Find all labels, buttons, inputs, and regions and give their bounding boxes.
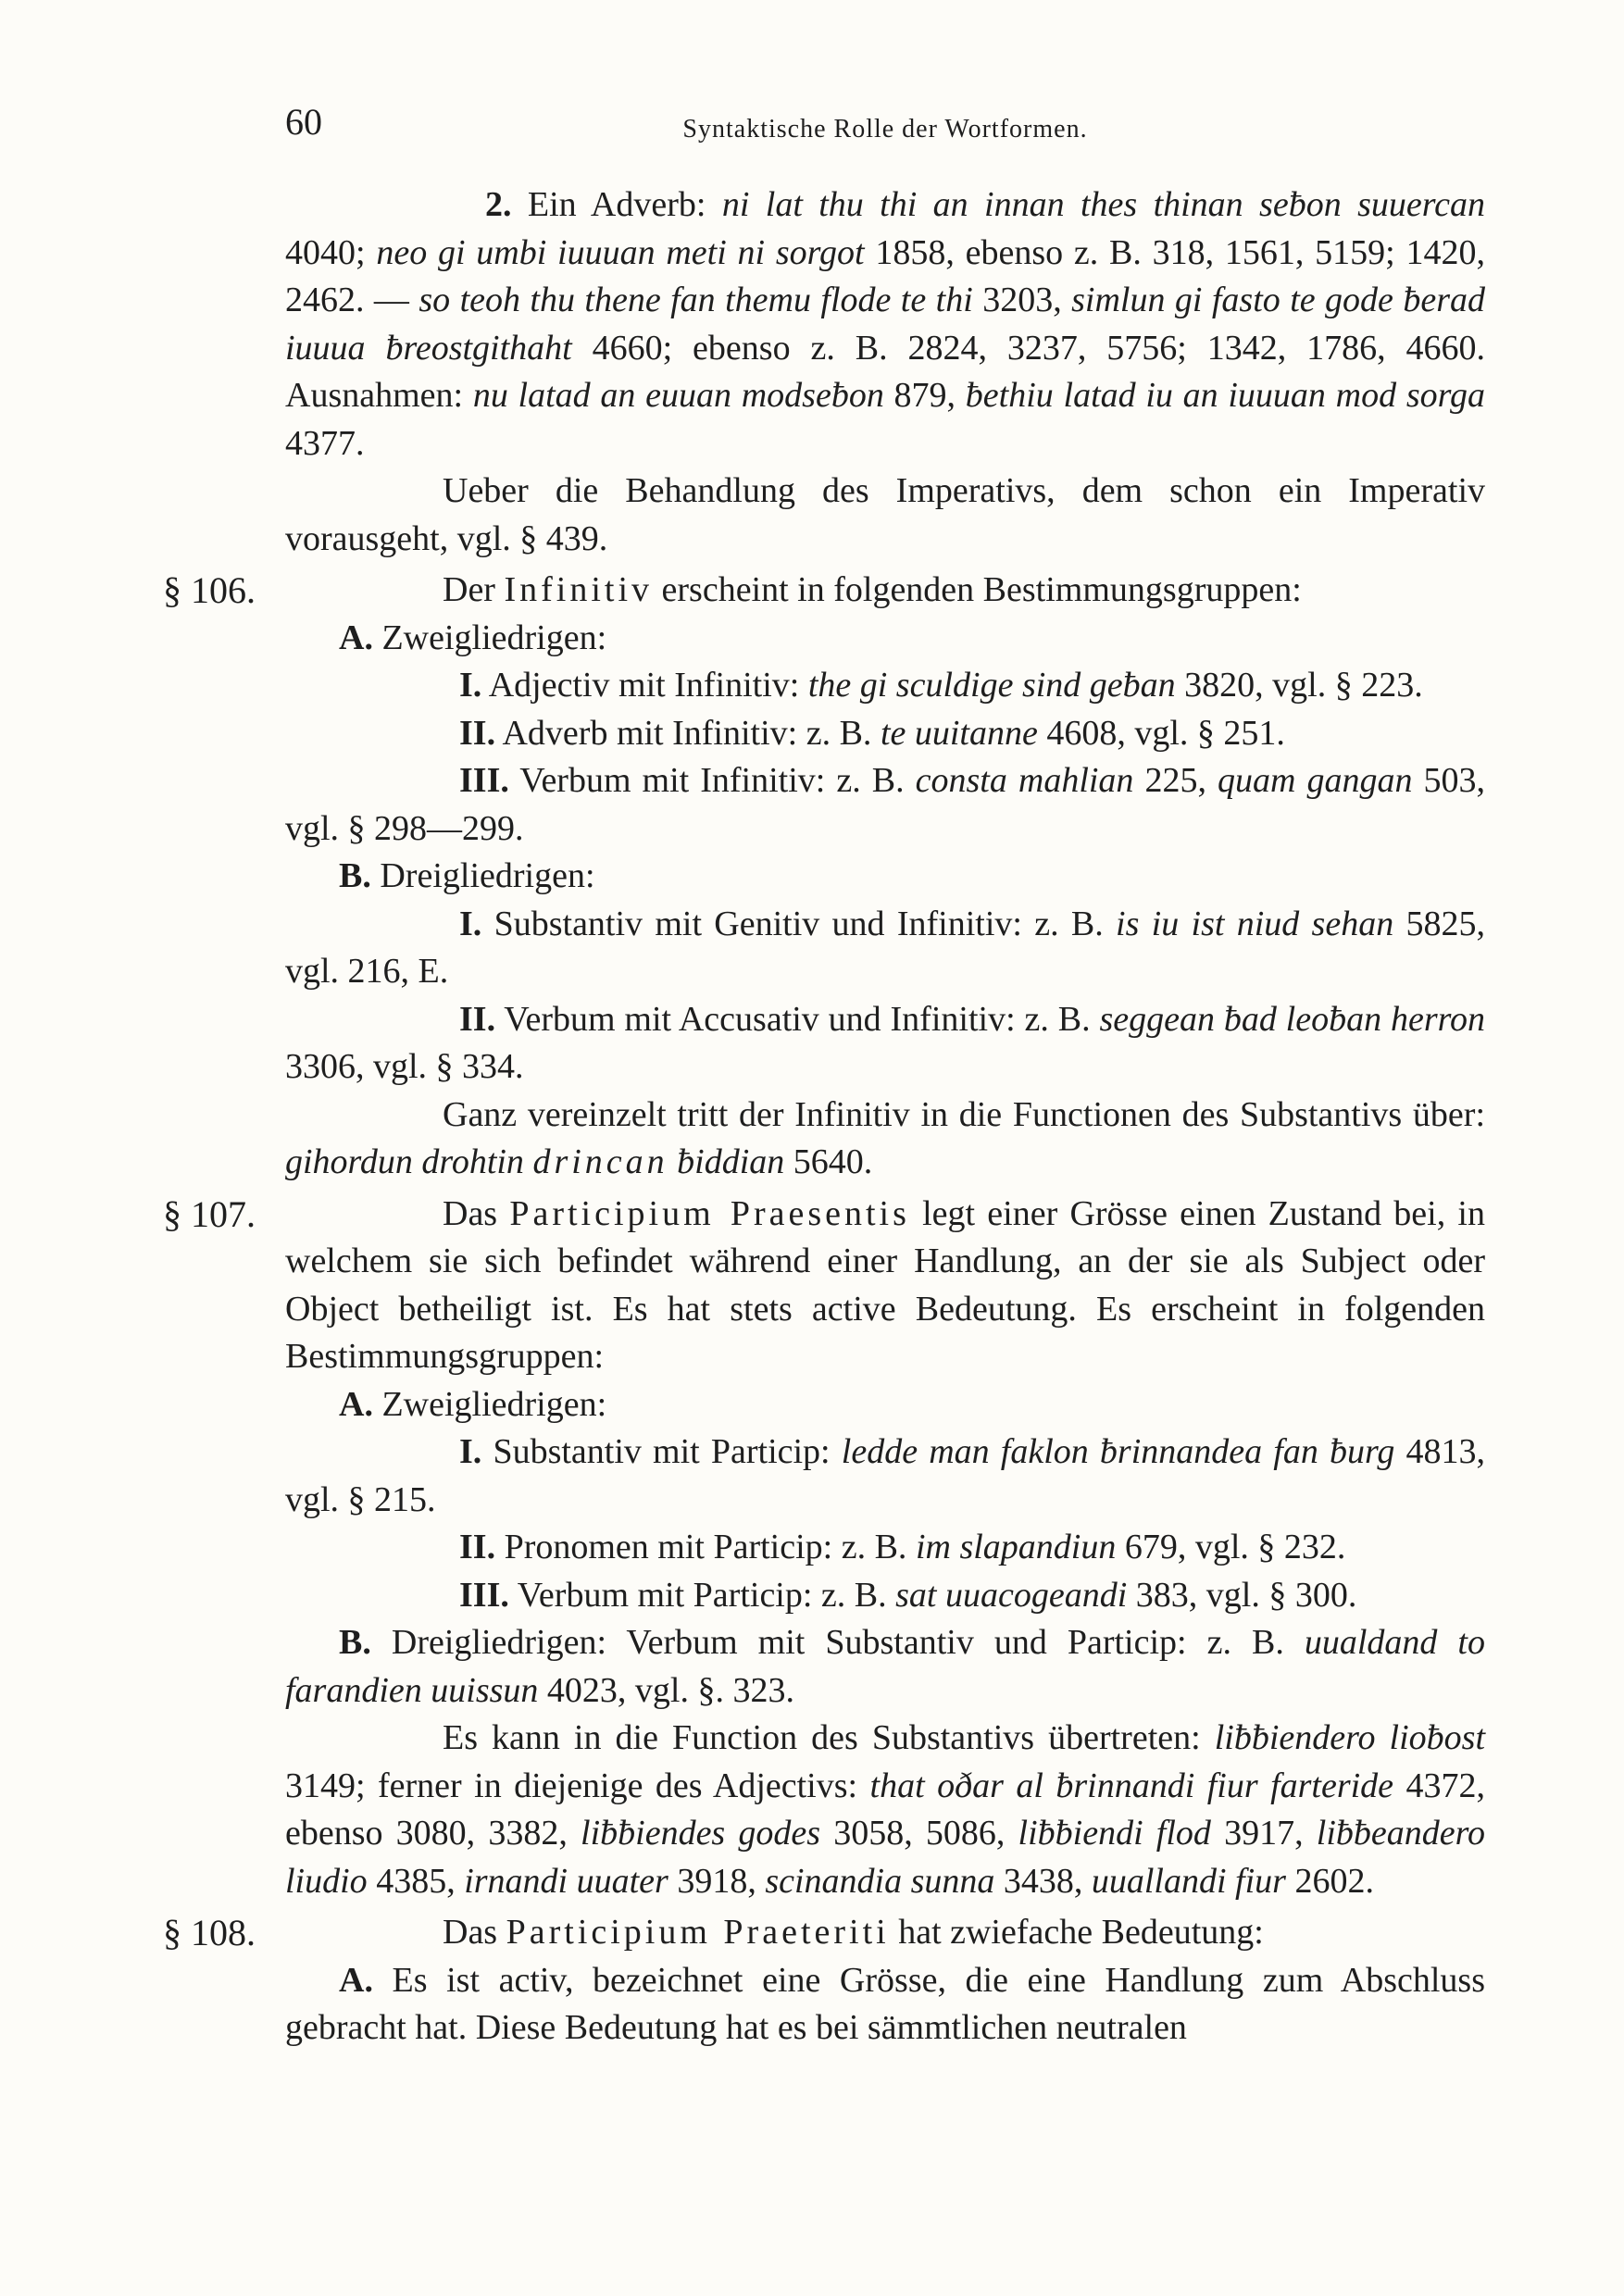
paragraph: II. Pronomen mit Particip: z. B. im slapandiun 679, vgl. § 232.	[459, 1528, 1346, 1566]
section-number: § 108.	[163, 1912, 256, 1953]
paragraph: Das Participium Praeteriti hat zwiefache Bedeutung:	[443, 1913, 1264, 1952]
paragraph: 2. Ein Adverb: ni lat thu thi an innan thes thinan seƀon suuercan 4040; neo gi umbi iuuuan meti ni sorgot 1858, ebenso z. B. 318, 1561, 5159; 1420, 2462. — so teoh thu thene fan themu flode te thi 3203, simlun gi fasto te gode ƀerad iuuua ƀreostgithaht 4660; ebenso z. B. 2824, 3237, 5756; 1342, 1786, 4660. Ausnahmen: nu latad an euuan modseƀon 879, ƀethiu latad iu an iuuuan mod sorga 4377.	[285, 185, 1486, 463]
paragraph: I. Substantiv mit Genitiv und Infinitiv: z. B. is iu ist niud sehan 5825, vgl. 216, E.	[285, 904, 1485, 991]
paragraph: A. Es ist activ, bezeichnet eine Grösse, die eine Handlung zum Abschluss gebracht hat. Diese Bedeutung hat es bei sämmtlichen neutralen	[285, 1960, 1485, 2047]
paragraph: Ganz vereinzelt tritt der Infinitiv in die Functionen des Substantivs über: gihordun drohtin drincan ƀiddian 5640.	[285, 1094, 1485, 1181]
paragraph: A. Zweigliedrigen:	[339, 618, 607, 657]
paragraph: II. Adverb mit Infinitiv: z. B. te uuitanne 4608, vgl. § 251.	[459, 713, 1285, 753]
paragraph: B. Dreigliedrigen: Verbum mit Substantiv und Particip: z. B. uualdand to farandien uuissun 4023, vgl. §. 323.	[285, 1623, 1485, 1710]
paragraph: I. Adjectiv mit Infinitiv: the gi sculdige sind geƀan 3820, vgl. § 223.	[459, 666, 1423, 705]
section-number: § 106.	[163, 569, 256, 611]
paragraph: II. Verbum mit Accusativ und Infinitiv: z. B. seggean ƀad leoƀan herron 3306, vgl. § 334.	[285, 999, 1486, 1086]
paragraph: B. Dreigliedrigen:	[339, 856, 595, 895]
paragraph: Das Participium Praesentis legt einer Grösse einen Zustand bei, in welchem sie sich befindet während einer Handlung, an der sie als Subject oder Object betheiligt ist. Es hat stets active Bedeutung. Es erscheint in folgenden Bestimmungsgruppen:	[285, 1193, 1485, 1376]
section-107	[163, 1191, 1486, 1906]
paragraph: A. Zweigliedrigen:	[339, 1384, 607, 1424]
page-header	[285, 100, 1485, 152]
body-text	[163, 181, 1486, 2053]
paragraph: I. Substantiv mit Particip: ledde man faklon ƀrinnandea fan ƀurg 4813, vgl. § 215.	[285, 1432, 1486, 1519]
page-number: 60	[285, 101, 322, 143]
running-title: Syntaktische Rolle der Wortformen.	[682, 115, 1088, 144]
paragraph: Es kann in die Function des Substantivs übertreten: liƀƀiendero lioƀost 3149; ferner in diejenige des Adjectivs: that oðar al ƀrinnandi fiur farteride 4372, ebenso 3080, 3382, liƀƀiendes godes 3058, 5086, liƀƀiendi flod 3917, liƀƀeandero liudio 4385, irnandi uuater 3918, scinandia sunna 3438, uuallandi fiur 2602.	[285, 1718, 1486, 1901]
section-106	[163, 567, 1486, 1187]
paragraph: III. Verbum mit Infinitiv: z. B. consta mahlian 225, quam gangan 503, vgl. § 298—299.	[285, 761, 1485, 848]
section-number: § 107.	[163, 1192, 256, 1235]
paragraph: Ueber die Behandlung des Imperativs, dem schon ein Imperativ vorausgeht, vgl. § 439.	[285, 471, 1485, 558]
section-108	[163, 1909, 1485, 2053]
paragraph: Der Infinitiv erscheint in folgenden Bestimmungsgruppen:	[443, 570, 1302, 609]
paragraph: III. Verbum mit Particip: z. B. sat uuacogeandi 383, vgl. § 300.	[459, 1575, 1357, 1615]
